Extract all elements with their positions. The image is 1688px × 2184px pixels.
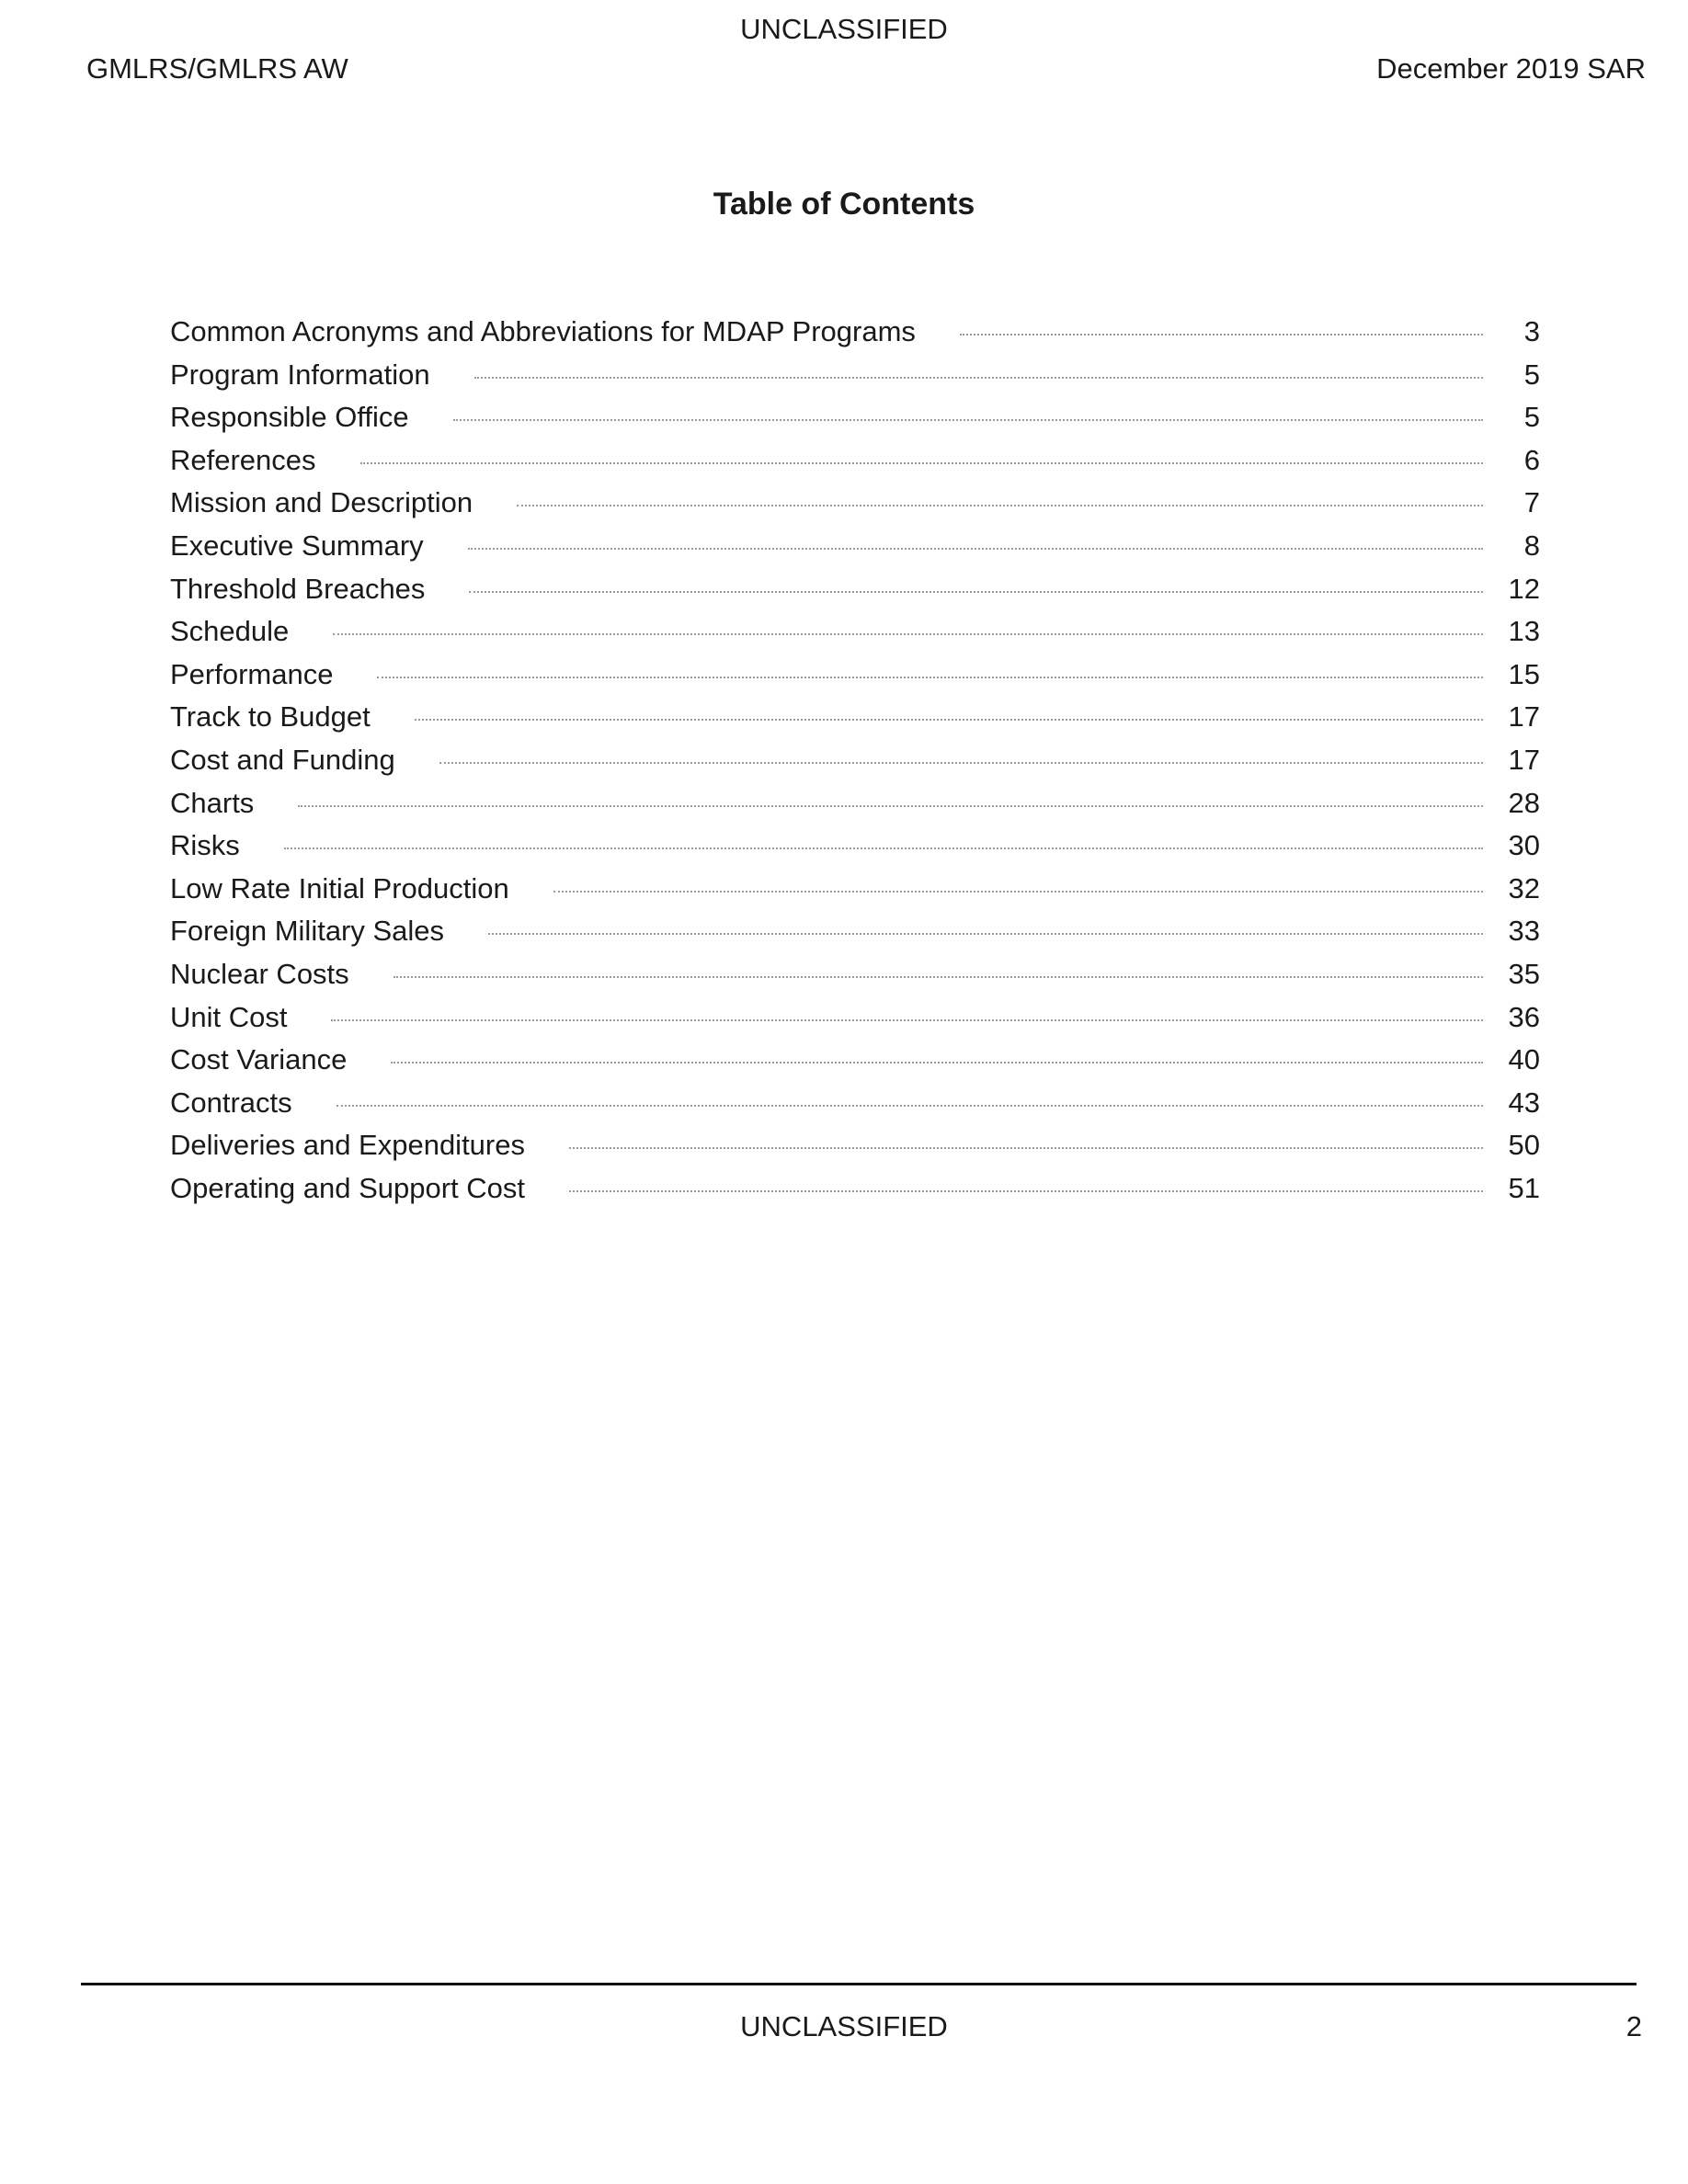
dot-leader <box>439 762 1483 764</box>
toc-entry-label: References <box>170 443 316 476</box>
dot-leader <box>377 677 1483 678</box>
table-of-contents <box>170 315 1540 1214</box>
toc-entry[interactable] <box>170 1129 1540 1172</box>
toc-entry[interactable] <box>170 744 1540 787</box>
toc-entry-label: Threshold Breaches <box>170 572 426 605</box>
toc-entry-page: 6 <box>1523 443 1540 476</box>
toc-entry[interactable] <box>170 700 1540 744</box>
classification-marking-bottom: UNCLASSIFIED <box>740 2010 948 2042</box>
dot-leader <box>468 548 1483 550</box>
toc-entry[interactable] <box>170 444 1540 487</box>
toc-entry-label: Foreign Military Sales <box>170 915 445 948</box>
toc-entry-page: 51 <box>1508 1171 1540 1204</box>
dot-leader <box>553 891 1483 893</box>
toc-entry[interactable] <box>170 615 1540 658</box>
dot-leader <box>415 719 1483 721</box>
toc-entry-label: Program Information <box>170 358 430 391</box>
report-date: December 2019 SAR <box>1376 52 1646 85</box>
dot-leader <box>360 462 1483 464</box>
dot-leader <box>391 1062 1483 1064</box>
toc-entry[interactable] <box>170 1043 1540 1086</box>
toc-entry-page: 30 <box>1508 829 1540 862</box>
toc-entry-page: 5 <box>1523 358 1540 391</box>
toc-entry-label: Risks <box>170 829 240 862</box>
toc-entry-label: Responsible Office <box>170 401 409 434</box>
toc-entry-page: 7 <box>1523 486 1540 519</box>
dot-leader <box>488 933 1483 935</box>
toc-entry-page: 17 <box>1508 743 1540 776</box>
dot-leader <box>336 1105 1483 1107</box>
toc-entry-label: Performance <box>170 657 334 690</box>
toc-entry-label: Executive Summary <box>170 529 424 562</box>
toc-entry[interactable] <box>170 658 1540 701</box>
dot-leader <box>960 334 1483 336</box>
footer-divider <box>81 1983 1637 1985</box>
toc-entry-page: 13 <box>1508 615 1540 648</box>
toc-entry[interactable] <box>170 1086 1540 1130</box>
toc-entry-label: Contracts <box>170 1086 292 1119</box>
toc-entry-page: 5 <box>1523 401 1540 434</box>
classification-marking-top: UNCLASSIFIED <box>740 13 948 45</box>
toc-entry-page: 35 <box>1508 957 1540 990</box>
toc-entry[interactable] <box>170 872 1540 916</box>
toc-entry-page: 28 <box>1508 786 1540 819</box>
toc-entry[interactable] <box>170 829 1540 872</box>
toc-entry-label: Track to Budget <box>170 700 371 734</box>
dot-leader <box>393 976 1483 978</box>
toc-entry-page: 36 <box>1508 1000 1540 1033</box>
toc-entry[interactable] <box>170 401 1540 444</box>
toc-entry-page: 50 <box>1508 1129 1540 1162</box>
dot-leader <box>517 505 1483 506</box>
dot-leader <box>331 1019 1483 1021</box>
toc-entry-page: 12 <box>1508 572 1540 605</box>
toc-title: Table of Contents <box>713 187 975 222</box>
toc-entry[interactable] <box>170 573 1540 616</box>
dot-leader <box>333 633 1483 635</box>
dot-leader <box>298 805 1483 807</box>
toc-entry-page: 33 <box>1508 915 1540 948</box>
toc-entry[interactable] <box>170 958 1540 1001</box>
dot-leader <box>284 847 1483 849</box>
toc-entry-page: 8 <box>1523 529 1540 562</box>
toc-entry-label: Low Rate Initial Production <box>170 871 509 904</box>
toc-entry-label: Operating and Support Cost <box>170 1171 526 1204</box>
toc-entry-page: 40 <box>1508 1043 1540 1076</box>
toc-entry-label: Cost Variance <box>170 1043 348 1076</box>
dot-leader <box>569 1147 1483 1149</box>
program-name: GMLRS/GMLRS AW <box>86 52 348 85</box>
toc-entry-label: Schedule <box>170 615 290 648</box>
dot-leader <box>453 419 1483 421</box>
toc-entry-label: Cost and Funding <box>170 743 395 776</box>
page-number: 2 <box>1625 2010 1642 2042</box>
toc-entry[interactable] <box>170 1172 1540 1215</box>
toc-entry[interactable] <box>170 915 1540 958</box>
toc-entry-label: Deliveries and Expenditures <box>170 1129 525 1162</box>
dot-leader <box>474 377 1483 379</box>
toc-entry-label: Charts <box>170 786 255 819</box>
toc-entry[interactable] <box>170 787 1540 830</box>
toc-entry[interactable] <box>170 315 1540 358</box>
toc-entry-page: 32 <box>1508 871 1540 904</box>
dot-leader <box>469 591 1483 593</box>
toc-entry-label: Nuclear Costs <box>170 957 349 990</box>
toc-entry-label: Common Acronyms and Abbreviations for MDAP Programs <box>170 315 916 347</box>
dot-leader <box>569 1190 1483 1192</box>
toc-entry[interactable] <box>170 529 1540 573</box>
toc-entry-page: 3 <box>1523 315 1540 347</box>
toc-entry[interactable] <box>170 486 1540 529</box>
toc-entry-page: 43 <box>1508 1086 1540 1119</box>
toc-entry[interactable] <box>170 1001 1540 1044</box>
toc-entry-label: Unit Cost <box>170 1000 288 1033</box>
toc-entry-label: Mission and Description <box>170 486 473 519</box>
toc-entry[interactable] <box>170 358 1540 402</box>
toc-entry-page: 15 <box>1508 657 1540 690</box>
toc-entry-page: 17 <box>1508 700 1540 734</box>
